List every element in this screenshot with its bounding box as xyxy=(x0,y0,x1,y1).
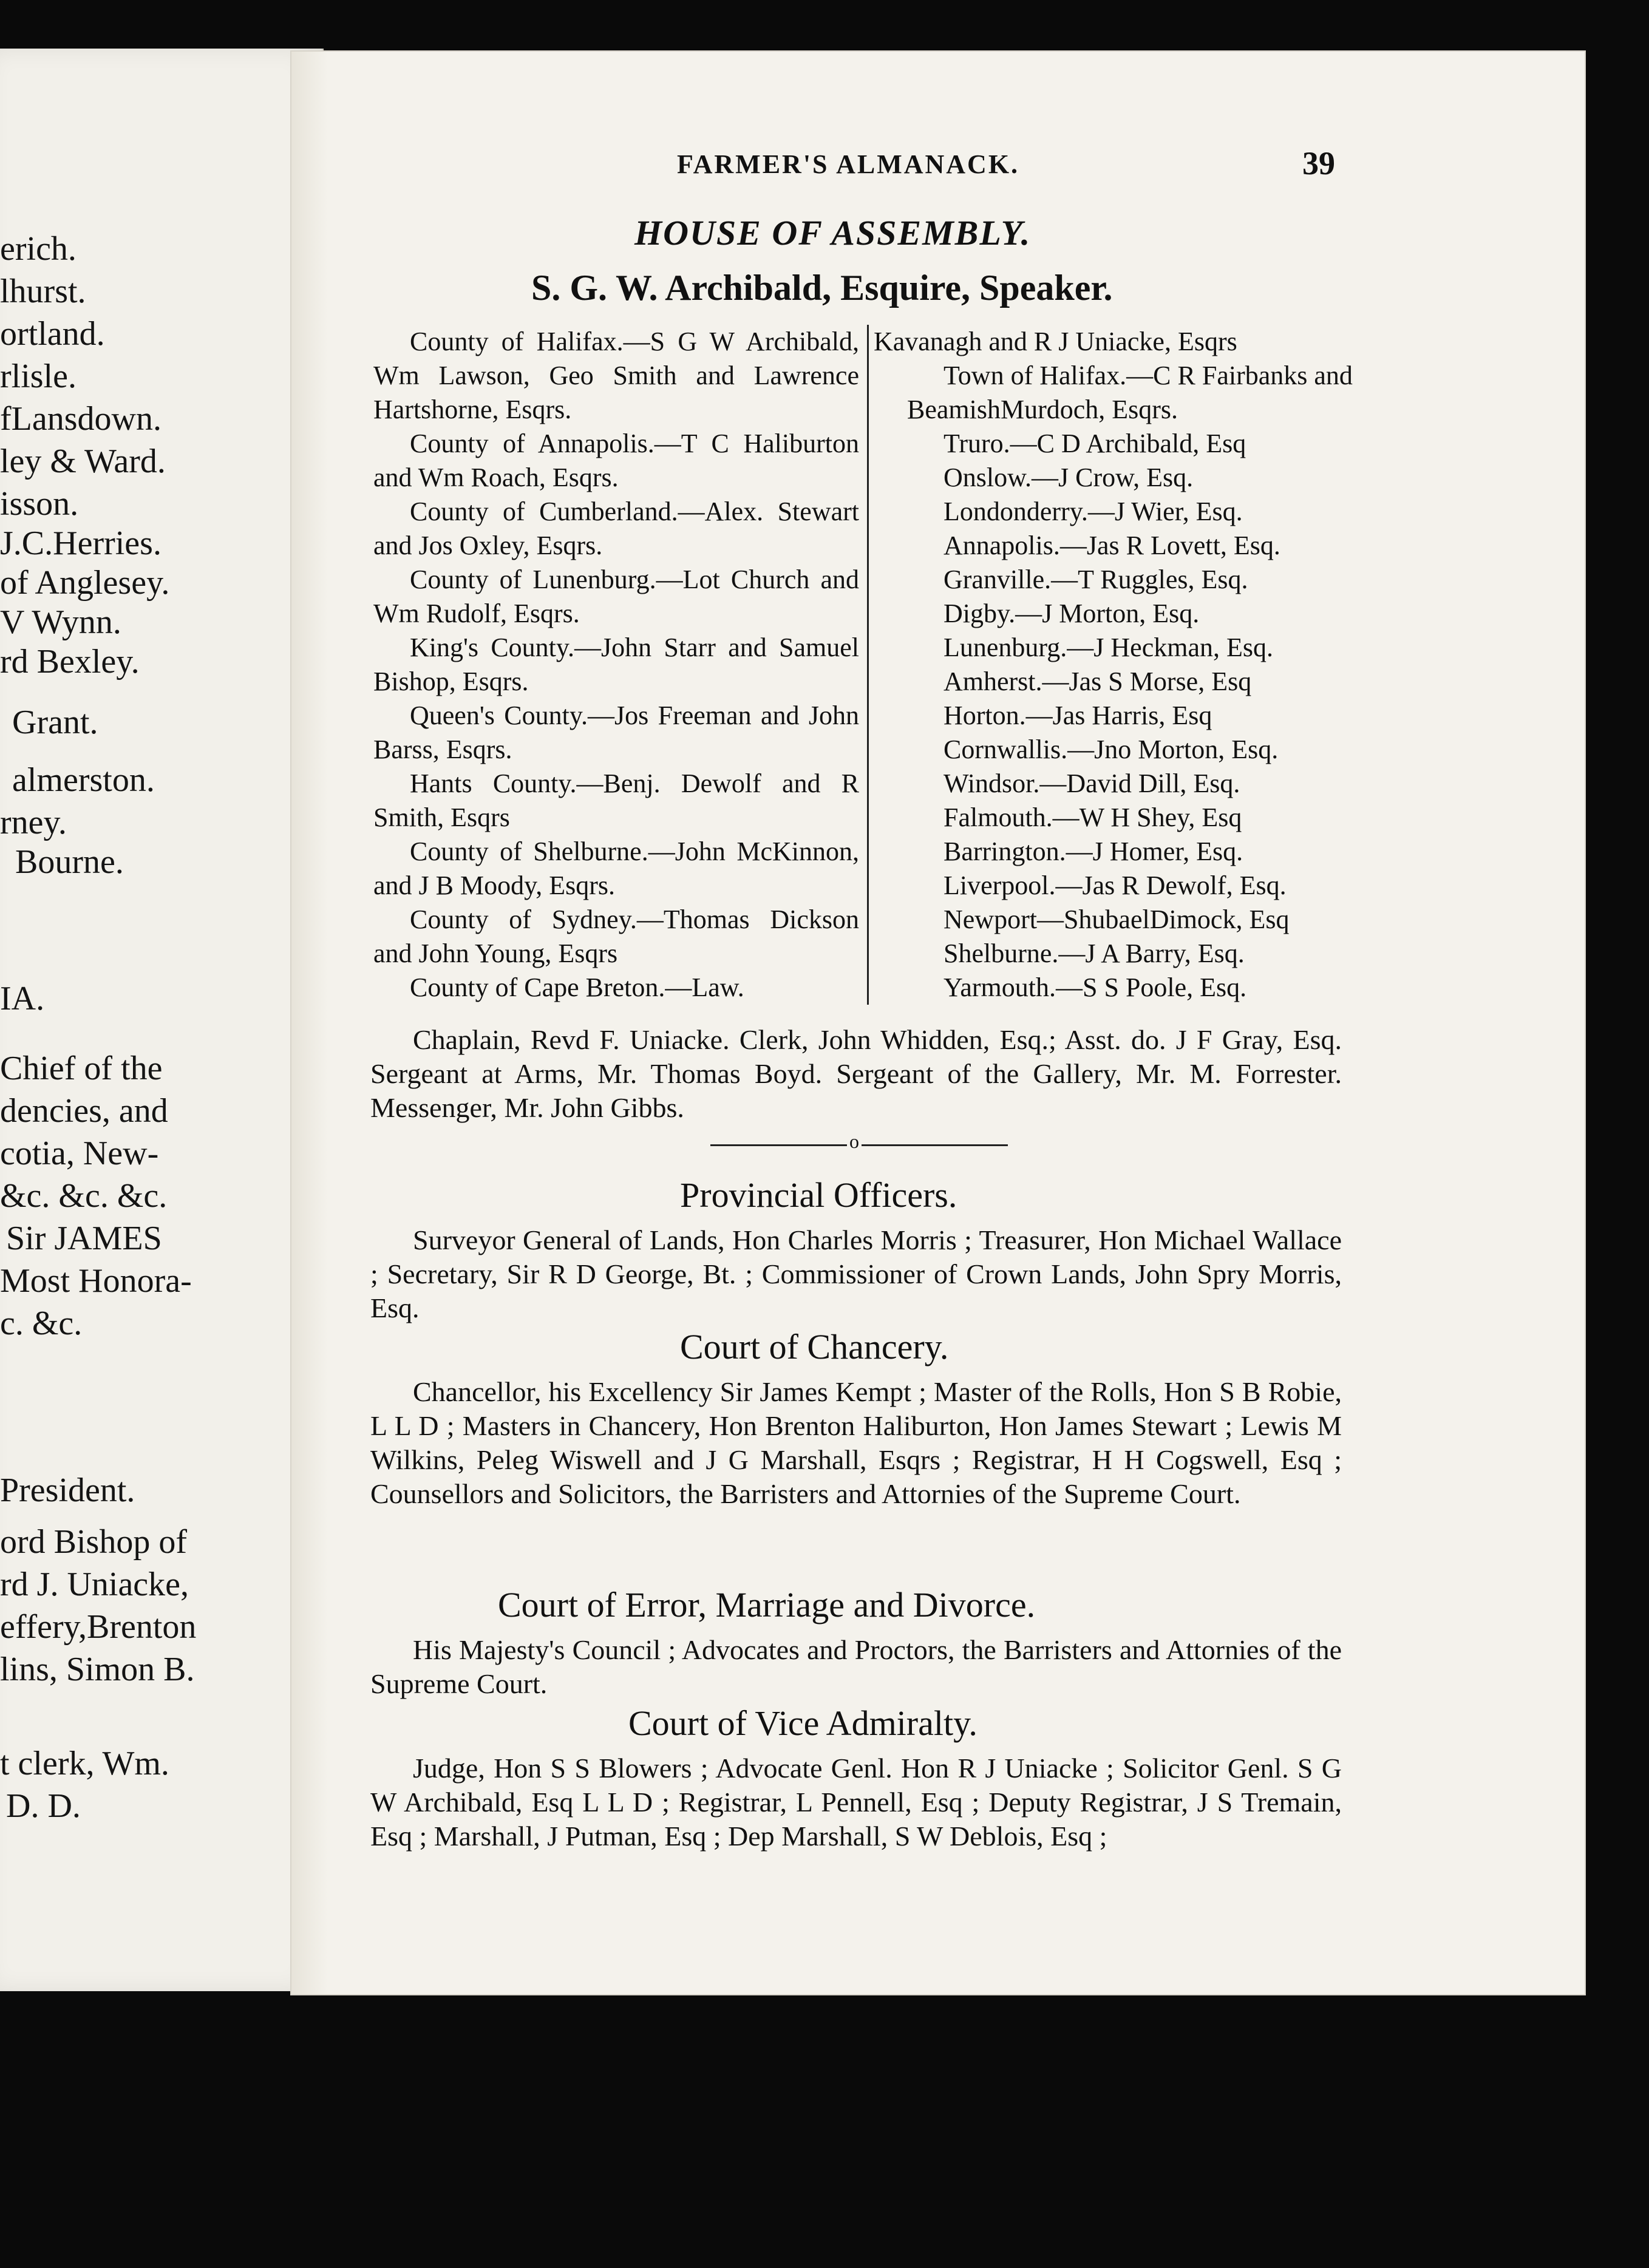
town-entry: Londonderry.—J Wier, Esq. xyxy=(943,497,1243,526)
running-head: FARMER'S ALMANACK. xyxy=(677,149,1020,179)
town-entry: Digby.—J Morton, Esq. xyxy=(943,599,1200,628)
left-page xyxy=(0,49,324,1991)
town-entry: Onslow.—J Crow, Esq. xyxy=(943,463,1194,492)
court-of-vice-admiralty-title: Court of Vice Admiralty. xyxy=(628,1703,977,1743)
page-gutter xyxy=(291,52,328,1994)
county-entry: County of Annapolis.—T C Haliburton and Wm Roach, Esqrs. xyxy=(373,429,859,492)
left-page-line: erich. xyxy=(0,230,76,268)
left-page-line: ortland. xyxy=(0,315,105,353)
town-entry: Falmouth.—W H Shey, Esq xyxy=(943,803,1242,832)
left-page-line: rd Bexley. xyxy=(0,643,140,681)
left-page-line: almerston. xyxy=(12,761,155,799)
left-page-line: ley & Ward. xyxy=(0,443,166,480)
left-page-line: dencies, and xyxy=(0,1092,168,1130)
left-page-line: rd J. Uniacke, xyxy=(0,1566,189,1603)
town-entry: Annapolis.—Jas R Lovett, Esq. xyxy=(943,531,1280,560)
county-entry: Hants County.—Benj. Dewolf and R Smith, Esqrs xyxy=(373,769,859,832)
assembly-officers xyxy=(370,1023,1342,1125)
court-of-error-title: Court of Error, Marriage and Divorce. xyxy=(498,1585,1036,1625)
left-page-line: lhurst. xyxy=(0,273,86,310)
court-of-vice-admiralty-text: Judge, Hon S S Blowers ; Advocate Genl. Hon R J Uniacke ; Solicitor Genl. S G W Archibald, Esq L L D ; Registrar, L Pennell, Esq ; Deputy Registrar, J S Tremain, Esq ; Marshall, J Putman, Esq ; Dep Marshall, S W Deblois, Esq ; xyxy=(370,1753,1342,1852)
left-page-line: effery,Brenton xyxy=(0,1608,197,1646)
left-page-line: c. &c. xyxy=(0,1305,83,1342)
county-entry: County of Sydney.—Thomas Dickson and John Young, Esqrs xyxy=(373,905,859,968)
county-entry: Queen's County.—Jos Freeman and John Barss, Esqrs. xyxy=(373,701,859,764)
left-page-line: rney. xyxy=(0,804,67,841)
town-entry: Town of Halifax.—C R Fairbanks and BeamishMurdoch, Esqrs. xyxy=(907,361,1353,424)
left-page-line: D. D. xyxy=(6,1787,81,1825)
town-entry: Lunenburg.—J Heckman, Esq. xyxy=(943,633,1273,662)
court-of-vice-admiralty-block xyxy=(370,1751,1342,1853)
county-entry: County of Shelburne.—John McKinnon, and J B Moody, Esqrs. xyxy=(373,837,859,900)
county-entry: County of Lunenburg.—Lot Church and Wm Rudolf, Esqrs. xyxy=(373,565,859,628)
house-of-assembly-title: HOUSE OF ASSEMBLY. xyxy=(634,213,1032,253)
town-entry: Horton.—Jas Harris, Esq xyxy=(943,701,1212,730)
faded-header xyxy=(152,115,158,144)
left-page-line: fLansdown. xyxy=(0,400,162,438)
speaker-line: S. G. W. Archibald, Esquire, Speaker. xyxy=(531,268,1113,308)
left-page-line: IA. xyxy=(0,980,45,1017)
court-of-chancery-text: Chancellor, his Excellency Sir James Kempt ; Master of the Rolls, Hon S B Robie, L L D ; Masters in Chancery, Hon Brenton Haliburton, Hon James Stewart ; Lewis M Wilkins, Peleg Wiswell and J G Marshall, Esqrs ; Registrar, H H Cogswell, Esq ; Counsellors and Solicitors, the Barristers and Attornies of the Supreme Court. xyxy=(370,1376,1342,1509)
court-of-chancery-title: Court of Chancery. xyxy=(680,1327,949,1367)
left-page-line: cotia, New- xyxy=(0,1135,159,1172)
left-page-line: President. xyxy=(0,1472,135,1509)
court-of-error-block xyxy=(370,1633,1342,1701)
town-entry: Amherst.—Jas S Morse, Esq xyxy=(943,667,1252,696)
left-page-line: isson. xyxy=(0,485,79,523)
court-of-error-text: His Majesty's Council ; Advocates and Proctors, the Barristers and Attornies of the Supreme Court. xyxy=(370,1634,1342,1699)
left-page-line: V Wynn. xyxy=(0,603,121,641)
town-entry: Shelburne.—J A Barry, Esq. xyxy=(943,939,1245,968)
town-entry: Liverpool.—Jas R Dewolf, Esq. xyxy=(943,871,1287,900)
provincial-officers-block xyxy=(370,1223,1342,1325)
left-page-line: rlisle. xyxy=(0,358,76,395)
left-page-line: Bourne. xyxy=(15,843,124,881)
left-page-line: of Anglesey. xyxy=(0,564,170,602)
court-of-chancery-block xyxy=(370,1375,1342,1511)
town-entry: Cornwallis.—Jno Morton, Esq. xyxy=(943,735,1279,764)
left-page-line: Chief of the xyxy=(0,1050,163,1087)
towns-continuation: Kavanagh and R J Uniacke, Esqrs xyxy=(874,327,1237,356)
left-page-line: Most Honora- xyxy=(0,1262,192,1300)
town-entry: Barrington.—J Homer, Esq. xyxy=(943,837,1243,866)
counties-column xyxy=(373,325,859,1005)
left-page-line: J.C.Herries. xyxy=(0,525,162,562)
town-entry: Yarmouth.—S S Poole, Esq. xyxy=(943,973,1247,1002)
left-page-line: &c. &c. &c. xyxy=(0,1177,168,1215)
towns-column xyxy=(867,325,1359,1005)
county-entry: County of Cape Breton.—Law. xyxy=(410,973,744,1002)
divider-ornament: o xyxy=(847,1130,862,1153)
county-entry: King's County.—John Starr and Samuel Bishop, Esqrs. xyxy=(373,633,859,696)
town-entry: Granville.—T Ruggles, Esq. xyxy=(943,565,1248,594)
town-entry: Newport—ShubaelDimock, Esq xyxy=(943,905,1290,934)
county-entry: County of Cumberland.—Alex. Stewart and Jos Oxley, Esqrs. xyxy=(373,497,859,560)
town-entry: Truro.—C D Archibald, Esq xyxy=(943,429,1246,458)
left-page-line: Grant. xyxy=(12,704,98,741)
assembly-officers-text: Chaplain, Revd F. Uniacke. Clerk, John Whidden, Esq.; Asst. do. J F Gray, Esq. Sergeant at Arms, Mr. Thomas Boyd. Sergeant of the Gallery, Mr. M. Forrester. Messenger, Mr. John Gibbs. xyxy=(370,1024,1342,1123)
left-page-line: t clerk, Wm. xyxy=(0,1745,169,1782)
left-page-line: ord Bishop of xyxy=(0,1523,187,1561)
county-entry: County of Halifax.—S G W Archibald, Wm Lawson, Geo Smith and Lawrence Hartshorne, Esqrs. xyxy=(373,327,859,424)
page-number: 39 xyxy=(1302,145,1335,182)
left-page-line: Sir JAMES xyxy=(6,1220,162,1257)
provincial-officers-text: Surveyor General of Lands, Hon Charles Morris ; Treasurer, Hon Michael Wallace ; Secretary, Sir R D George, Bt. ; Commissioner of Crown Lands, John Spry Morris, Esq. xyxy=(370,1224,1342,1323)
town-entry: Windsor.—David Dill, Esq. xyxy=(943,769,1240,798)
provincial-officers-title: Provincial Officers. xyxy=(680,1175,957,1215)
left-page-line: lins, Simon B. xyxy=(0,1651,195,1688)
